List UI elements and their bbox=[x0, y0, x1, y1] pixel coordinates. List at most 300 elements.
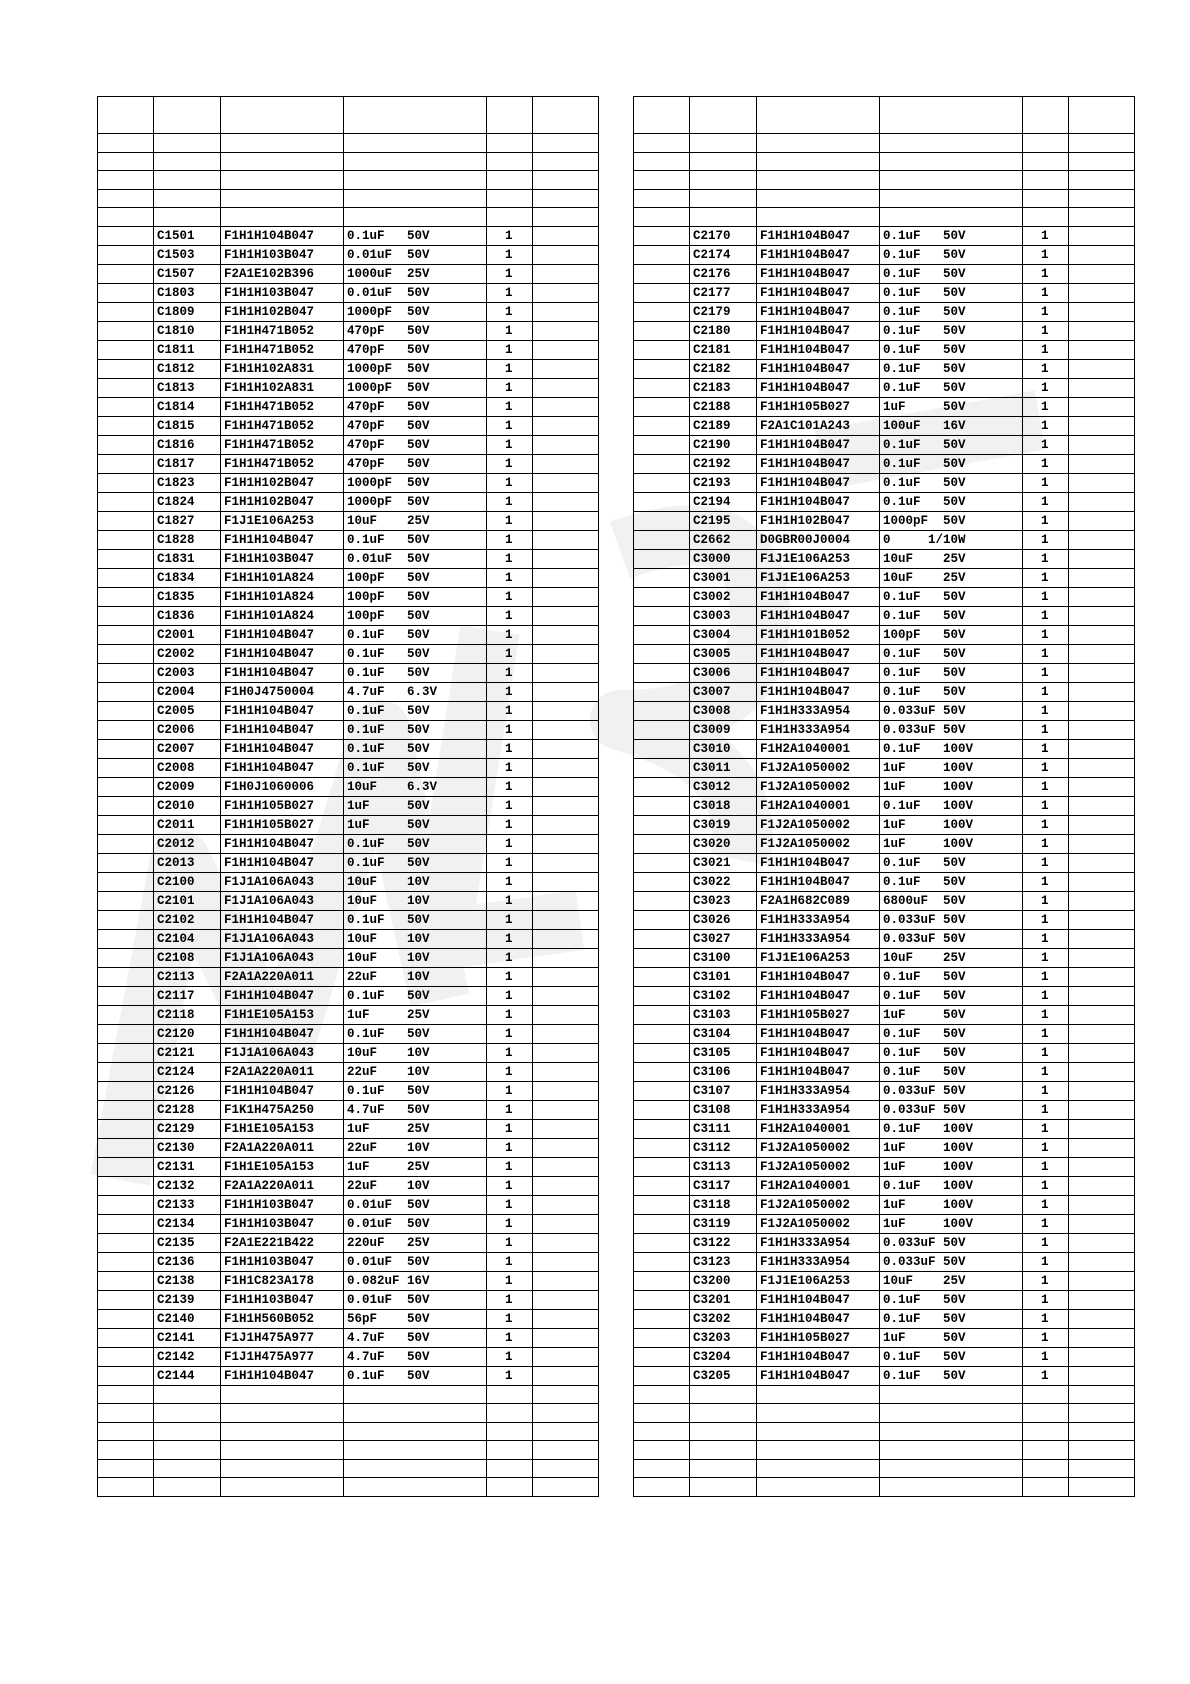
remarks-cell bbox=[533, 1081, 599, 1100]
table-row bbox=[634, 1347, 1135, 1366]
remarks-cell bbox=[1069, 929, 1135, 948]
empty-cell bbox=[880, 189, 1023, 208]
qty-cell: 1 bbox=[487, 1366, 533, 1385]
ref-cell: C2662 bbox=[690, 530, 757, 549]
blank-cell bbox=[634, 492, 690, 511]
empty-cell bbox=[1069, 171, 1135, 190]
table-row bbox=[98, 1157, 599, 1176]
ref-cell: C2010 bbox=[154, 796, 221, 815]
empty-cell bbox=[533, 97, 599, 134]
table-row bbox=[634, 435, 1135, 454]
table-row bbox=[98, 606, 599, 625]
empty-cell bbox=[221, 97, 344, 134]
remarks-cell bbox=[1069, 1309, 1135, 1328]
ref-cell: C2182 bbox=[690, 359, 757, 378]
empty-cell bbox=[533, 171, 599, 190]
ref-cell: C3006 bbox=[690, 663, 757, 682]
qty-cell: 1 bbox=[1023, 1290, 1069, 1309]
blank-cell bbox=[98, 1024, 154, 1043]
table-row bbox=[98, 739, 599, 758]
part-number-cell: F1H1H104B047 bbox=[757, 321, 880, 340]
part-number-cell: F1H1H104B047 bbox=[757, 644, 880, 663]
qty-cell: 1 bbox=[1023, 568, 1069, 587]
remarks-cell bbox=[1069, 910, 1135, 929]
left-blank-row bbox=[98, 189, 599, 208]
ref-cell: C2138 bbox=[154, 1271, 221, 1290]
blank-cell bbox=[98, 1214, 154, 1233]
qty-cell: 1 bbox=[1023, 644, 1069, 663]
part-number-cell: F1J1E106A253 bbox=[757, 568, 880, 587]
blank-cell bbox=[634, 815, 690, 834]
value-cell: 0.1uF 100V bbox=[880, 1176, 1023, 1195]
qty-cell: 1 bbox=[1023, 910, 1069, 929]
qty-cell: 1 bbox=[1023, 1347, 1069, 1366]
value-cell: 0.033uF 50V bbox=[880, 1081, 1023, 1100]
remarks-cell bbox=[533, 1157, 599, 1176]
part-number-cell: F1H1H104B047 bbox=[221, 226, 344, 245]
value-cell: 0.082uF 16V bbox=[344, 1271, 487, 1290]
value-cell: 22uF 10V bbox=[344, 1176, 487, 1195]
part-number-cell: F1H1H104B047 bbox=[757, 663, 880, 682]
blank-cell bbox=[634, 226, 690, 245]
blank-cell bbox=[98, 283, 154, 302]
qty-cell: 1 bbox=[1023, 1176, 1069, 1195]
qty-cell: 1 bbox=[487, 283, 533, 302]
empty-cell bbox=[880, 171, 1023, 190]
remarks-cell bbox=[533, 226, 599, 245]
table-row bbox=[634, 1024, 1135, 1043]
ref-cell: C2126 bbox=[154, 1081, 221, 1100]
table-row bbox=[98, 1176, 599, 1195]
blank-cell bbox=[634, 378, 690, 397]
qty-cell: 1 bbox=[487, 1138, 533, 1157]
empty-cell bbox=[98, 189, 154, 208]
empty-cell bbox=[533, 1385, 599, 1404]
remarks-cell bbox=[1069, 226, 1135, 245]
remarks-cell bbox=[1069, 587, 1135, 606]
ref-cell: C2007 bbox=[154, 739, 221, 758]
table-row bbox=[634, 1043, 1135, 1062]
value-cell: 0.1uF 100V bbox=[880, 1119, 1023, 1138]
part-number-cell: F2A1A220A011 bbox=[221, 1138, 344, 1157]
remarks-cell bbox=[533, 872, 599, 891]
part-number-cell: F1H1H471B052 bbox=[221, 321, 344, 340]
empty-cell bbox=[1069, 1441, 1135, 1460]
remarks-cell bbox=[1069, 473, 1135, 492]
table-row bbox=[634, 359, 1135, 378]
value-cell: 22uF 10V bbox=[344, 967, 487, 986]
empty-cell bbox=[344, 97, 487, 134]
qty-cell: 1 bbox=[1023, 245, 1069, 264]
ref-cell: C3123 bbox=[690, 1252, 757, 1271]
ref-cell: C2176 bbox=[690, 264, 757, 283]
empty-cell bbox=[634, 171, 690, 190]
empty-cell bbox=[221, 1404, 344, 1423]
qty-cell: 1 bbox=[1023, 1119, 1069, 1138]
part-number-cell: F1H1H104B047 bbox=[757, 587, 880, 606]
table-row bbox=[98, 948, 599, 967]
empty-cell bbox=[1069, 1385, 1135, 1404]
blank-cell bbox=[98, 1271, 154, 1290]
qty-cell: 1 bbox=[487, 492, 533, 511]
empty-cell bbox=[690, 1478, 757, 1497]
blank-cell bbox=[98, 1081, 154, 1100]
value-cell: 0.1uF 50V bbox=[880, 1290, 1023, 1309]
empty-cell bbox=[154, 152, 221, 171]
empty-cell bbox=[154, 97, 221, 134]
value-cell: 0.01uF 50V bbox=[344, 283, 487, 302]
blank-cell bbox=[634, 359, 690, 378]
table-row bbox=[634, 549, 1135, 568]
part-number-cell: F1J1H475A977 bbox=[221, 1347, 344, 1366]
empty-cell bbox=[154, 189, 221, 208]
qty-cell: 1 bbox=[1023, 853, 1069, 872]
value-cell: 0.1uF 50V bbox=[880, 587, 1023, 606]
remarks-cell bbox=[1069, 1157, 1135, 1176]
qty-cell: 1 bbox=[487, 1005, 533, 1024]
remarks-cell bbox=[533, 359, 599, 378]
table-row bbox=[634, 1081, 1135, 1100]
part-number-cell: F1H1H104B047 bbox=[221, 1081, 344, 1100]
empty-cell bbox=[344, 152, 487, 171]
part-number-cell: F1H1H104B047 bbox=[221, 853, 344, 872]
qty-cell: 1 bbox=[1023, 587, 1069, 606]
part-number-cell: F1J1A106A043 bbox=[221, 929, 344, 948]
remarks-cell bbox=[1069, 530, 1135, 549]
part-number-cell: F1H1H103B047 bbox=[221, 1214, 344, 1233]
qty-cell: 1 bbox=[1023, 1081, 1069, 1100]
qty-cell: 1 bbox=[1023, 739, 1069, 758]
ref-cell: C3000 bbox=[690, 549, 757, 568]
blank-cell bbox=[98, 967, 154, 986]
part-number-cell: F1H1H333A954 bbox=[757, 910, 880, 929]
right-blank-row bbox=[634, 189, 1135, 208]
right-blank-row bbox=[634, 1385, 1135, 1404]
empty-cell bbox=[533, 1478, 599, 1497]
qty-cell: 1 bbox=[487, 416, 533, 435]
empty-cell bbox=[154, 1478, 221, 1497]
part-number-cell: F1J1E106A253 bbox=[757, 549, 880, 568]
qty-cell: 1 bbox=[1023, 340, 1069, 359]
table-row bbox=[634, 663, 1135, 682]
qty-cell: 1 bbox=[1023, 473, 1069, 492]
blank-cell bbox=[98, 682, 154, 701]
table-row bbox=[98, 359, 599, 378]
table-row bbox=[634, 910, 1135, 929]
blank-cell bbox=[634, 758, 690, 777]
part-number-cell: F1H1H471B052 bbox=[221, 435, 344, 454]
empty-cell bbox=[634, 152, 690, 171]
table-row bbox=[634, 1100, 1135, 1119]
blank-cell bbox=[634, 1138, 690, 1157]
qty-cell: 1 bbox=[1023, 758, 1069, 777]
blank-cell bbox=[98, 530, 154, 549]
table-row bbox=[98, 1043, 599, 1062]
empty-cell bbox=[98, 1459, 154, 1478]
table-row bbox=[634, 1157, 1135, 1176]
value-cell: 0.1uF 50V bbox=[880, 492, 1023, 511]
empty-cell bbox=[634, 1459, 690, 1478]
part-number-cell: F1H1H102A831 bbox=[221, 378, 344, 397]
table-row bbox=[98, 1005, 599, 1024]
blank-cell bbox=[634, 1024, 690, 1043]
blank-cell bbox=[634, 929, 690, 948]
qty-cell: 1 bbox=[487, 739, 533, 758]
ref-cell: C2101 bbox=[154, 891, 221, 910]
part-number-cell: F1J2A1050002 bbox=[757, 1195, 880, 1214]
right-blank-row bbox=[634, 208, 1135, 227]
remarks-cell bbox=[533, 321, 599, 340]
value-cell: 4.7uF 50V bbox=[344, 1100, 487, 1119]
value-cell: 0.1uF 50V bbox=[880, 872, 1023, 891]
ref-cell: C2179 bbox=[690, 302, 757, 321]
part-number-cell: F1H1H104B047 bbox=[757, 986, 880, 1005]
part-number-cell: F1H1H103B047 bbox=[221, 1195, 344, 1214]
value-cell: 1uF 50V bbox=[344, 796, 487, 815]
table-row bbox=[634, 473, 1135, 492]
empty-cell bbox=[634, 134, 690, 153]
ref-cell: C2140 bbox=[154, 1309, 221, 1328]
table-row bbox=[98, 815, 599, 834]
table-row bbox=[98, 1271, 599, 1290]
ref-cell: C2174 bbox=[690, 245, 757, 264]
blank-cell bbox=[98, 739, 154, 758]
ref-cell: C1503 bbox=[154, 245, 221, 264]
empty-cell bbox=[221, 1441, 344, 1460]
ref-cell: C1812 bbox=[154, 359, 221, 378]
empty-cell bbox=[1023, 171, 1069, 190]
blank-cell bbox=[634, 606, 690, 625]
qty-cell: 1 bbox=[487, 872, 533, 891]
value-cell: 0.01uF 50V bbox=[344, 1195, 487, 1214]
value-cell: 1000pF 50V bbox=[880, 511, 1023, 530]
empty-cell bbox=[1023, 208, 1069, 227]
part-number-cell: F1H1H105B027 bbox=[757, 1328, 880, 1347]
table-row bbox=[98, 1062, 599, 1081]
remarks-cell bbox=[533, 1176, 599, 1195]
qty-cell: 1 bbox=[1023, 435, 1069, 454]
part-number-cell: F1H1H471B052 bbox=[221, 416, 344, 435]
ref-cell: C3011 bbox=[690, 758, 757, 777]
qty-cell: 1 bbox=[1023, 701, 1069, 720]
blank-cell bbox=[98, 872, 154, 891]
blank-cell bbox=[634, 264, 690, 283]
blank-cell bbox=[634, 1309, 690, 1328]
value-cell: 10uF 25V bbox=[880, 1271, 1023, 1290]
remarks-cell bbox=[1069, 872, 1135, 891]
blank-cell bbox=[98, 245, 154, 264]
empty-cell bbox=[634, 189, 690, 208]
ref-cell: C3101 bbox=[690, 967, 757, 986]
blank-cell bbox=[98, 891, 154, 910]
value-cell: 0.1uF 50V bbox=[880, 1024, 1023, 1043]
part-number-cell: F1J1A106A043 bbox=[221, 891, 344, 910]
qty-cell: 1 bbox=[487, 454, 533, 473]
blank-cell bbox=[98, 568, 154, 587]
remarks-cell bbox=[533, 1043, 599, 1062]
part-number-cell: F1H1H104B047 bbox=[221, 625, 344, 644]
part-number-cell: F1H1H105B027 bbox=[221, 796, 344, 815]
table-row bbox=[98, 834, 599, 853]
empty-cell bbox=[1023, 97, 1069, 134]
remarks-cell bbox=[533, 245, 599, 264]
value-cell: 0.1uF 50V bbox=[880, 682, 1023, 701]
table-row bbox=[98, 1081, 599, 1100]
table-row bbox=[98, 492, 599, 511]
blank-cell bbox=[634, 1233, 690, 1252]
value-cell: 1uF 100V bbox=[880, 815, 1023, 834]
value-cell: 0.1uF 50V bbox=[880, 1062, 1023, 1081]
table-row bbox=[634, 245, 1135, 264]
left-blank-row bbox=[98, 1459, 599, 1478]
part-number-cell: F1H1H471B052 bbox=[221, 454, 344, 473]
qty-cell: 1 bbox=[1023, 264, 1069, 283]
part-number-cell: F1H1H104B047 bbox=[221, 1024, 344, 1043]
table-row bbox=[98, 1233, 599, 1252]
blank-cell bbox=[634, 986, 690, 1005]
table-row bbox=[634, 568, 1135, 587]
qty-cell: 1 bbox=[487, 758, 533, 777]
qty-cell: 1 bbox=[1023, 1043, 1069, 1062]
table-row bbox=[98, 663, 599, 682]
table-row bbox=[98, 1138, 599, 1157]
ref-cell: C3105 bbox=[690, 1043, 757, 1062]
part-number-cell: F1J1A106A043 bbox=[221, 948, 344, 967]
table-row bbox=[634, 511, 1135, 530]
parts-table-left bbox=[97, 96, 599, 1497]
table-row bbox=[98, 1366, 599, 1385]
empty-cell bbox=[98, 1404, 154, 1423]
part-number-cell: F1H2A1040001 bbox=[757, 1176, 880, 1195]
empty-cell bbox=[1069, 1422, 1135, 1441]
blank-cell bbox=[98, 1100, 154, 1119]
qty-cell: 1 bbox=[1023, 511, 1069, 530]
value-cell: 0.1uF 50V bbox=[880, 606, 1023, 625]
qty-cell: 1 bbox=[1023, 1233, 1069, 1252]
ref-cell: C2108 bbox=[154, 948, 221, 967]
part-number-cell: F1J1A106A043 bbox=[221, 872, 344, 891]
blank-cell bbox=[98, 435, 154, 454]
empty-cell bbox=[880, 1478, 1023, 1497]
remarks-cell bbox=[1069, 340, 1135, 359]
remarks-cell bbox=[1069, 492, 1135, 511]
table-row bbox=[98, 1328, 599, 1347]
value-cell: 0.01uF 50V bbox=[344, 1214, 487, 1233]
part-number-cell: F1H1H104B047 bbox=[221, 663, 344, 682]
value-cell: 0.1uF 50V bbox=[344, 1081, 487, 1100]
ref-cell: C3019 bbox=[690, 815, 757, 834]
blank-cell bbox=[98, 1138, 154, 1157]
blank-cell bbox=[634, 1214, 690, 1233]
qty-cell: 1 bbox=[1023, 929, 1069, 948]
blank-cell bbox=[98, 321, 154, 340]
empty-cell bbox=[634, 1385, 690, 1404]
blank-cell bbox=[98, 587, 154, 606]
blank-cell bbox=[634, 321, 690, 340]
value-cell: 0.1uF 50V bbox=[344, 986, 487, 1005]
part-number-cell: F2A1A220A011 bbox=[221, 1176, 344, 1195]
table-row bbox=[98, 910, 599, 929]
qty-cell: 1 bbox=[487, 1328, 533, 1347]
qty-cell: 1 bbox=[1023, 986, 1069, 1005]
part-number-cell: F1H1H102B047 bbox=[221, 473, 344, 492]
table-row bbox=[634, 226, 1135, 245]
blank-cell bbox=[634, 777, 690, 796]
blank-cell bbox=[98, 948, 154, 967]
blank-cell bbox=[634, 1347, 690, 1366]
right-blank-row bbox=[634, 1441, 1135, 1460]
remarks-cell bbox=[533, 1195, 599, 1214]
qty-cell: 1 bbox=[487, 511, 533, 530]
blank-cell bbox=[98, 549, 154, 568]
remarks-cell bbox=[1069, 1119, 1135, 1138]
part-number-cell: F1H1H560B052 bbox=[221, 1309, 344, 1328]
part-number-cell: F1H1E105A153 bbox=[221, 1157, 344, 1176]
blank-cell bbox=[634, 853, 690, 872]
value-cell: 0.01uF 50V bbox=[344, 245, 487, 264]
table-row bbox=[98, 226, 599, 245]
blank-cell bbox=[98, 625, 154, 644]
qty-cell: 1 bbox=[487, 1119, 533, 1138]
part-number-cell: F1H1H104B047 bbox=[221, 701, 344, 720]
part-number-cell: F1H1H104B047 bbox=[221, 758, 344, 777]
blank-cell bbox=[634, 435, 690, 454]
qty-cell: 1 bbox=[487, 606, 533, 625]
qty-cell: 1 bbox=[487, 473, 533, 492]
qty-cell: 1 bbox=[487, 530, 533, 549]
qty-cell: 1 bbox=[1023, 625, 1069, 644]
remarks-cell bbox=[533, 1347, 599, 1366]
remarks-cell bbox=[1069, 1328, 1135, 1347]
remarks-cell bbox=[1069, 1233, 1135, 1252]
remarks-cell bbox=[1069, 1252, 1135, 1271]
ref-cell: C3003 bbox=[690, 606, 757, 625]
empty-cell bbox=[344, 1478, 487, 1497]
remarks-cell bbox=[533, 1024, 599, 1043]
empty-cell bbox=[98, 134, 154, 153]
value-cell: 0.1uF 50V bbox=[880, 663, 1023, 682]
ref-cell: C2124 bbox=[154, 1062, 221, 1081]
ref-cell: C1813 bbox=[154, 378, 221, 397]
part-number-cell: F1J1H475A977 bbox=[221, 1328, 344, 1347]
value-cell: 0.033uF 50V bbox=[880, 910, 1023, 929]
ref-cell: C2004 bbox=[154, 682, 221, 701]
left-blank-row bbox=[98, 1441, 599, 1460]
qty-cell: 1 bbox=[1023, 1271, 1069, 1290]
part-number-cell: F1H1H333A954 bbox=[757, 1233, 880, 1252]
table-row bbox=[98, 758, 599, 777]
value-cell: 10uF 10V bbox=[344, 891, 487, 910]
empty-cell bbox=[154, 1441, 221, 1460]
blank-cell bbox=[98, 910, 154, 929]
table-row bbox=[634, 644, 1135, 663]
remarks-cell bbox=[533, 834, 599, 853]
table-row bbox=[98, 682, 599, 701]
remarks-cell bbox=[533, 682, 599, 701]
part-number-cell: F1H1H104B047 bbox=[757, 853, 880, 872]
remarks-cell bbox=[533, 644, 599, 663]
remarks-cell bbox=[533, 283, 599, 302]
value-cell: 0.1uF 50V bbox=[344, 663, 487, 682]
ref-cell: C2008 bbox=[154, 758, 221, 777]
value-cell: 0.1uF 50V bbox=[344, 834, 487, 853]
blank-cell bbox=[634, 302, 690, 321]
qty-cell: 1 bbox=[487, 1100, 533, 1119]
empty-cell bbox=[487, 1478, 533, 1497]
ref-cell: C1836 bbox=[154, 606, 221, 625]
ref-cell: C1828 bbox=[154, 530, 221, 549]
ref-cell: C1824 bbox=[154, 492, 221, 511]
